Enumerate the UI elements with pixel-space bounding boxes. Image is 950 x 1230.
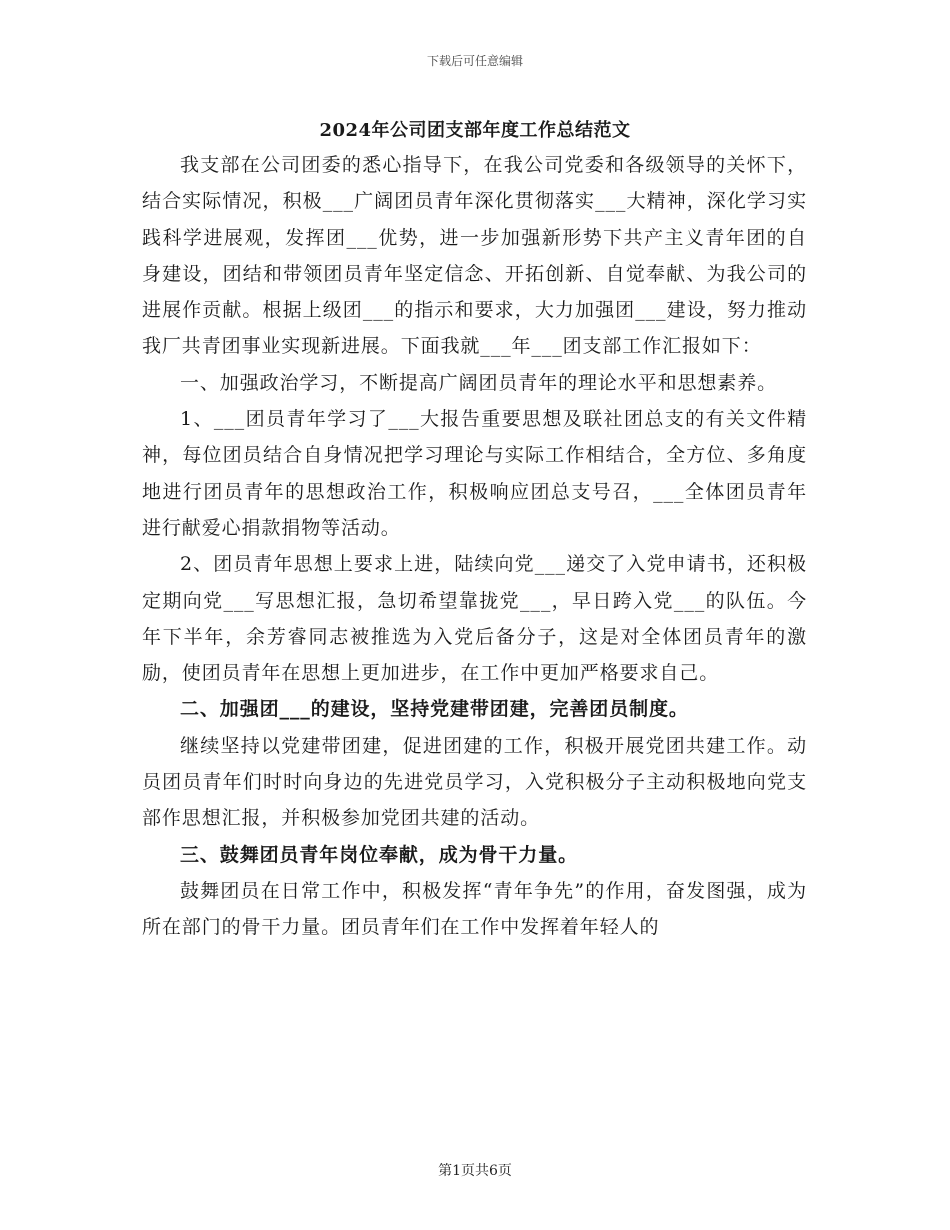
section-one-heading: 一、加强政治学习，不断提高广阔团员青年的理论水平和思想素养。 xyxy=(180,371,778,394)
page-number: 第1页共6页 xyxy=(438,1163,512,1179)
paragraph-section-three: 鼓舞团员在日常工作中，积极发挥“青年争先”的作用，奋发图强，成为所在部门的骨干力量。团员青年们在工作中发挥着年轻人的 xyxy=(142,879,807,939)
paragraph-section-two: 继续坚持以党建带团建，促进团建的工作，积极开展党团共建工作。动员团员青年们时时向身边的先进党员学习，入党积极分子主动积极地向党支部作思想汇报，并积极参加党团共建的活动。 xyxy=(142,734,807,830)
section-three-heading: 三、鼓舞团员青年岗位奉献，成为骨干力量。 xyxy=(180,843,579,866)
paragraph-intro: 我支部在公司团委的悉心指导下，在我公司党委和各级领导的关怀下，结合实际情况，积极___广阔团员青年深化贯彻落实___大精神，深化学习实践科学进展观，发挥团___优势，进一步加强新形势下共产主义青年团的自身建设，团结和带领团员青年坚定信念、开拓创新、自觉奉献、为我公司的进展作贡献。根据上级团___的指示和要求，大力加强团___建设，努力推动我厂共青团事业实现新进展。下面我就___年___团支部工作汇报如下： xyxy=(142,154,807,358)
paragraph-item-1: 1、___团员青年学习了___大报告重要思想及联社团总支的有关文件精神，每位团员结合自身情况把学习理论与实际工作相结合，全方位、多角度地进行团员青年的思想政治工作，积极响应团总支号召，___全体团员青年进行献爱心捐款捐物等活动。 xyxy=(142,408,807,539)
paragraph-item-2: 2、团员青年思想上要求上进，陆续向党___递交了入党申请书，还积极定期向党___写思想汇报，急切希望靠拢党___，早日跨入党___的队伍。今年下半年，余芳睿同志被推选为入党后备分子，这是对全体团员青年的激励，使团员青年在思想上更加进步，在工作中更加严格要求自己。 xyxy=(142,553,807,685)
document-title: 2024年公司团支部年度工作总结范文 xyxy=(319,120,631,141)
section-two-heading: 二、加强团___的建设，坚持党建带团建，完善团员制度。 xyxy=(180,698,689,721)
header-note: 下载后可任意编辑 xyxy=(426,54,523,68)
document-body xyxy=(142,147,807,946)
